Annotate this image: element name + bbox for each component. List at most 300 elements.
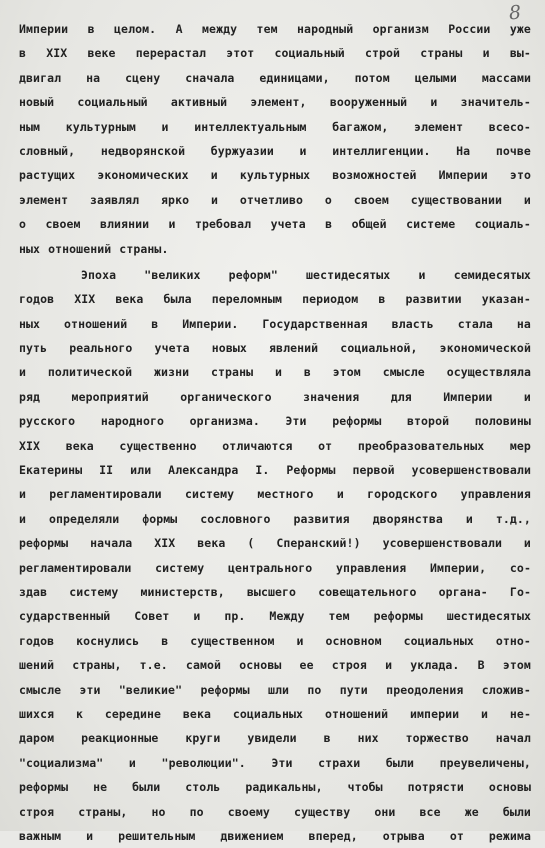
- word: шестидесятых: [306, 267, 391, 282]
- word: столь: [185, 780, 221, 795]
- word: Империи,: [429, 560, 487, 575]
- word: и: [299, 143, 307, 158]
- word: XIX: [46, 46, 68, 61]
- word: социальных: [403, 633, 474, 648]
- word: учета: [270, 217, 306, 232]
- word: сложив-: [481, 682, 531, 697]
- word: массами: [481, 70, 531, 85]
- word: жизни: [154, 365, 190, 380]
- word: от: [318, 438, 333, 453]
- word: Совет: [134, 609, 170, 624]
- word: увидели: [247, 731, 297, 746]
- word: целом.: [114, 22, 157, 36]
- word: годов: [19, 633, 55, 648]
- word: возможностей: [332, 168, 417, 183]
- text-line: [19, 409, 531, 433]
- word: по: [307, 682, 322, 697]
- word: Между: [269, 609, 305, 624]
- word: т.д.,: [495, 511, 531, 526]
- word: системе: [406, 217, 456, 232]
- text-line: [19, 653, 531, 677]
- text-line: [19, 237, 531, 261]
- word: совещательного: [318, 584, 417, 599]
- word: дворянства: [372, 511, 443, 526]
- word: "революции".: [161, 755, 246, 770]
- word: в: [325, 217, 333, 232]
- word: важным: [19, 828, 62, 843]
- text-line: [19, 90, 531, 114]
- word: строя: [19, 804, 55, 819]
- word: отрыва: [382, 828, 425, 843]
- word: экономических: [97, 168, 189, 183]
- word: культурных: [239, 168, 311, 183]
- word: и: [430, 95, 438, 110]
- word: элемент: [414, 119, 464, 134]
- word: активный: [170, 95, 228, 110]
- word: заявлял: [90, 192, 140, 207]
- word: сначала: [185, 70, 235, 85]
- word: регламентировали: [49, 487, 162, 502]
- word: мер: [509, 438, 531, 453]
- word: для: [390, 389, 412, 404]
- word: ным: [19, 119, 41, 134]
- word: этот: [226, 46, 255, 61]
- word: режима: [488, 828, 531, 843]
- word: были: [385, 755, 415, 770]
- word: усовершенствовали: [382, 536, 502, 551]
- text-line: [19, 678, 531, 702]
- text-line: [19, 188, 531, 212]
- word: страны: [210, 365, 254, 380]
- word: преодоления: [386, 682, 464, 697]
- word: смысле: [382, 365, 425, 380]
- word: существенно: [119, 438, 197, 453]
- word: решительным: [118, 828, 196, 843]
- text-line: [19, 580, 531, 604]
- word: начал: [495, 731, 531, 746]
- word: отношений: [324, 706, 389, 721]
- word: и: [523, 536, 531, 551]
- word: элемент: [19, 192, 69, 207]
- word: века: [182, 706, 211, 721]
- word: систему: [69, 584, 119, 599]
- word: Государственная: [262, 316, 368, 331]
- word: вперед,: [308, 828, 358, 843]
- word: своем: [353, 192, 389, 207]
- word: словный,: [19, 143, 76, 158]
- word: и: [274, 365, 283, 380]
- word: Эти: [271, 755, 293, 770]
- word: определяли: [48, 511, 120, 526]
- word: реформ": [228, 267, 278, 282]
- word: организм: [372, 22, 429, 36]
- word: между: [202, 22, 238, 36]
- word: в: [19, 46, 27, 61]
- word: семидесятых: [453, 267, 531, 282]
- text-line: [19, 507, 531, 531]
- text-line: [19, 556, 531, 580]
- word: регламентировали: [19, 560, 132, 575]
- word: реального: [69, 341, 133, 356]
- word: века: [115, 292, 144, 307]
- word: В: [477, 658, 485, 673]
- word: шли: [267, 682, 290, 697]
- word: уклада.: [410, 658, 460, 673]
- word: и: [19, 487, 27, 502]
- word: интеллигенции.: [332, 143, 431, 158]
- word: перерастал: [135, 46, 207, 61]
- text-line: [19, 163, 531, 187]
- word: страны,: [78, 804, 128, 819]
- word: коснулись: [76, 633, 140, 648]
- word: веке: [87, 46, 116, 61]
- word: и: [481, 706, 489, 721]
- word: о: [19, 217, 27, 232]
- word: существовании: [410, 192, 503, 207]
- word: власть: [391, 316, 434, 331]
- word: основном: [325, 633, 382, 648]
- word: ряд: [19, 389, 41, 404]
- word: смысле: [19, 682, 62, 697]
- word: новых: [211, 341, 247, 356]
- word: страны,: [72, 658, 122, 673]
- word: основы: [239, 658, 282, 673]
- word: были: [502, 804, 531, 819]
- word: Екатерины: [19, 463, 83, 478]
- word: и: [465, 511, 473, 526]
- word: отличаются: [222, 438, 293, 453]
- text-line: [19, 482, 531, 506]
- word: вооруженный: [329, 95, 408, 110]
- text-line: [19, 360, 531, 384]
- word: своему: [227, 804, 270, 819]
- word: и: [523, 389, 531, 404]
- word: это: [509, 168, 531, 183]
- page-number: 8: [508, 1, 522, 25]
- word: шихся: [19, 706, 55, 721]
- word: преувеличены,: [439, 755, 531, 770]
- word: шений: [19, 658, 55, 673]
- word: и: [296, 633, 304, 648]
- word: переломным: [211, 292, 282, 307]
- word: экономической: [439, 341, 531, 356]
- word: и: [86, 828, 94, 843]
- text-line: [19, 336, 531, 360]
- word: круги: [185, 731, 221, 746]
- word: значения: [303, 389, 360, 404]
- word: стала: [457, 316, 493, 331]
- word: существу: [294, 804, 351, 819]
- text-line: [19, 385, 531, 409]
- word: потом: [354, 70, 390, 85]
- word: и: [128, 755, 136, 770]
- word: единицами,: [259, 70, 330, 85]
- word: годов: [19, 292, 55, 307]
- word: социальный: [274, 46, 345, 61]
- word: целыми: [414, 70, 457, 85]
- word: первой: [352, 463, 395, 478]
- word: же: [464, 804, 479, 819]
- word: политической: [47, 365, 133, 380]
- word: "великие": [118, 682, 183, 697]
- word: народный: [297, 22, 354, 36]
- word: в: [378, 292, 386, 307]
- word: они: [374, 804, 396, 819]
- word: Сперанский!): [276, 536, 361, 551]
- word: Александра: [168, 463, 239, 478]
- word: недворянской: [100, 143, 186, 158]
- word: русского: [19, 414, 76, 429]
- word: сударственный: [19, 609, 111, 624]
- word: социальный: [77, 95, 148, 110]
- word: своем: [45, 217, 81, 232]
- word: реформы: [19, 780, 69, 795]
- word: империи: [410, 706, 460, 721]
- text-line: [19, 17, 531, 41]
- word: требовал: [194, 217, 252, 232]
- text-line: [19, 66, 531, 90]
- word: и: [385, 658, 393, 673]
- text-line: [19, 702, 531, 726]
- word: Реформы: [286, 463, 336, 478]
- word: сцену: [125, 70, 161, 85]
- word: Империи.: [182, 316, 239, 331]
- text-line: [19, 629, 531, 653]
- word: Империи: [19, 22, 69, 36]
- word: учета: [154, 341, 190, 356]
- word: реформы: [332, 414, 382, 429]
- word: ярко: [161, 192, 190, 207]
- word: и: [210, 192, 219, 207]
- word: тем: [328, 609, 350, 624]
- word: новый: [19, 95, 55, 110]
- word: реформы: [373, 609, 423, 624]
- word: осуществляла: [446, 365, 531, 380]
- word: двигал: [19, 70, 62, 85]
- word: городского: [367, 487, 438, 502]
- word: и: [523, 192, 531, 207]
- word: и: [336, 487, 344, 502]
- word: начала: [90, 536, 133, 551]
- word: почве: [495, 143, 531, 158]
- word: реакционные: [81, 731, 159, 746]
- word: торжество: [405, 731, 469, 746]
- word: пр.: [224, 609, 246, 624]
- word: значитель-: [460, 95, 531, 110]
- word: социальной,: [340, 341, 418, 356]
- word: этом: [332, 365, 361, 380]
- word: ее: [299, 658, 314, 673]
- word: и: [193, 609, 201, 624]
- word: местного: [257, 487, 314, 502]
- word: ных: [19, 241, 41, 256]
- word: и: [482, 46, 490, 61]
- word: социальных: [232, 706, 304, 721]
- word: систему: [184, 487, 235, 502]
- word: существенном: [190, 633, 275, 648]
- word: "великих: [144, 267, 201, 282]
- word: мероприятий: [71, 389, 149, 404]
- word: вы-: [509, 46, 531, 61]
- word: но: [151, 804, 166, 819]
- word: потрясти: [407, 780, 464, 795]
- text-line: [19, 726, 531, 750]
- text-line: [19, 775, 531, 799]
- word: органа-: [438, 584, 488, 599]
- word: управления: [460, 487, 531, 502]
- word: была: [163, 292, 192, 307]
- word: строя: [331, 658, 367, 673]
- word: I.: [255, 463, 270, 478]
- word: Империи: [443, 389, 493, 404]
- word: от: [449, 828, 464, 843]
- word: т.е.: [139, 658, 168, 673]
- word: реформы: [200, 682, 250, 697]
- word: все: [419, 804, 441, 819]
- text-line: [19, 212, 531, 236]
- text-line: [19, 115, 531, 139]
- word: России: [448, 22, 491, 36]
- word: министерств,: [140, 584, 225, 599]
- word: радикальны,: [245, 780, 323, 795]
- text-line: [19, 751, 531, 775]
- document-body: [19, 17, 531, 848]
- word: тем: [256, 22, 278, 36]
- word: и: [161, 119, 169, 134]
- word: отношений: [48, 241, 112, 256]
- text-line: [19, 41, 531, 65]
- text-line: [19, 458, 531, 482]
- word: и: [210, 168, 218, 183]
- text-line: [19, 824, 531, 848]
- text-line: [19, 604, 531, 628]
- word: страхи: [318, 755, 361, 770]
- word: Империи: [438, 168, 488, 183]
- word: управления: [336, 560, 407, 575]
- word: влиянии: [99, 217, 150, 232]
- word: XIX: [74, 292, 96, 307]
- word: отно-: [495, 633, 531, 648]
- word: пути: [339, 682, 368, 697]
- word: II: [99, 463, 114, 478]
- word: со-: [509, 560, 531, 575]
- word: высшего: [246, 584, 297, 599]
- word: и: [168, 217, 176, 232]
- word: Эти: [285, 414, 307, 429]
- word: формы: [142, 511, 178, 526]
- word: в: [303, 365, 311, 380]
- word: развитии: [405, 292, 462, 307]
- word: усовершенствовали: [411, 463, 531, 478]
- word: и: [19, 365, 27, 380]
- word: основы: [488, 780, 531, 795]
- word: половины: [474, 414, 531, 429]
- word: организма.: [189, 414, 260, 429]
- word: XIX: [19, 438, 41, 453]
- text-line: [19, 531, 531, 555]
- word: в: [323, 731, 331, 746]
- word: чтобы: [347, 780, 383, 795]
- word: шестидесятых: [446, 609, 531, 624]
- word: интеллектуальным: [194, 119, 307, 134]
- word: ных: [19, 316, 41, 331]
- word: века: [65, 438, 94, 453]
- word: эти: [79, 682, 101, 697]
- word: растущих: [19, 168, 76, 183]
- word: сословного: [200, 511, 271, 526]
- word: строй: [364, 46, 401, 61]
- text-line: [19, 800, 531, 824]
- word: всесо-: [488, 119, 531, 134]
- word: Го-: [509, 584, 531, 599]
- word: На: [456, 143, 471, 158]
- text-line: [19, 434, 531, 458]
- word: в: [87, 22, 95, 36]
- word: середине: [104, 706, 162, 721]
- word: страны: [420, 46, 463, 61]
- word: багажом,: [332, 119, 389, 134]
- word: на: [86, 70, 101, 85]
- word: XIX: [154, 536, 176, 551]
- word: или: [130, 463, 152, 478]
- word: уже: [509, 22, 531, 36]
- word: развития: [293, 511, 350, 526]
- word: по: [189, 804, 204, 819]
- word: отношений: [64, 316, 128, 331]
- word: были: [132, 780, 161, 795]
- word: этом: [502, 658, 531, 673]
- word: даром: [19, 731, 55, 746]
- text-line: [19, 312, 531, 336]
- word: них: [357, 731, 379, 746]
- word: систему: [155, 560, 205, 575]
- word: на: [516, 316, 531, 331]
- word: общей: [351, 217, 387, 232]
- word: страны.: [119, 241, 169, 256]
- word: второй: [406, 414, 450, 429]
- word: не: [93, 780, 108, 795]
- word: (: [247, 536, 255, 551]
- word: и: [19, 511, 27, 526]
- word: периодом: [302, 292, 359, 307]
- word: "социализма": [19, 755, 104, 770]
- word: центрального: [228, 560, 313, 575]
- word: реформы: [19, 536, 69, 551]
- word: в: [161, 633, 169, 648]
- text-line: [19, 139, 531, 163]
- word: движением: [220, 828, 284, 843]
- word: Эпоха: [81, 267, 117, 282]
- word: преобразовательных: [357, 438, 485, 453]
- word: здав: [19, 584, 48, 599]
- word: и: [418, 267, 426, 282]
- word: не-: [509, 706, 531, 721]
- word: отчетливо: [239, 192, 304, 207]
- word: самой: [185, 658, 222, 673]
- word: в: [151, 316, 159, 331]
- text-line: [19, 263, 531, 287]
- word: о: [324, 192, 332, 207]
- word: культурным: [65, 119, 136, 134]
- word: А: [175, 22, 183, 36]
- text-line: [19, 287, 531, 311]
- word: элемент,: [250, 95, 307, 110]
- word: указан-: [481, 292, 531, 307]
- word: органического: [180, 389, 272, 404]
- word: века: [197, 536, 226, 551]
- word: путь: [19, 341, 48, 356]
- word: буржуазии: [210, 143, 274, 158]
